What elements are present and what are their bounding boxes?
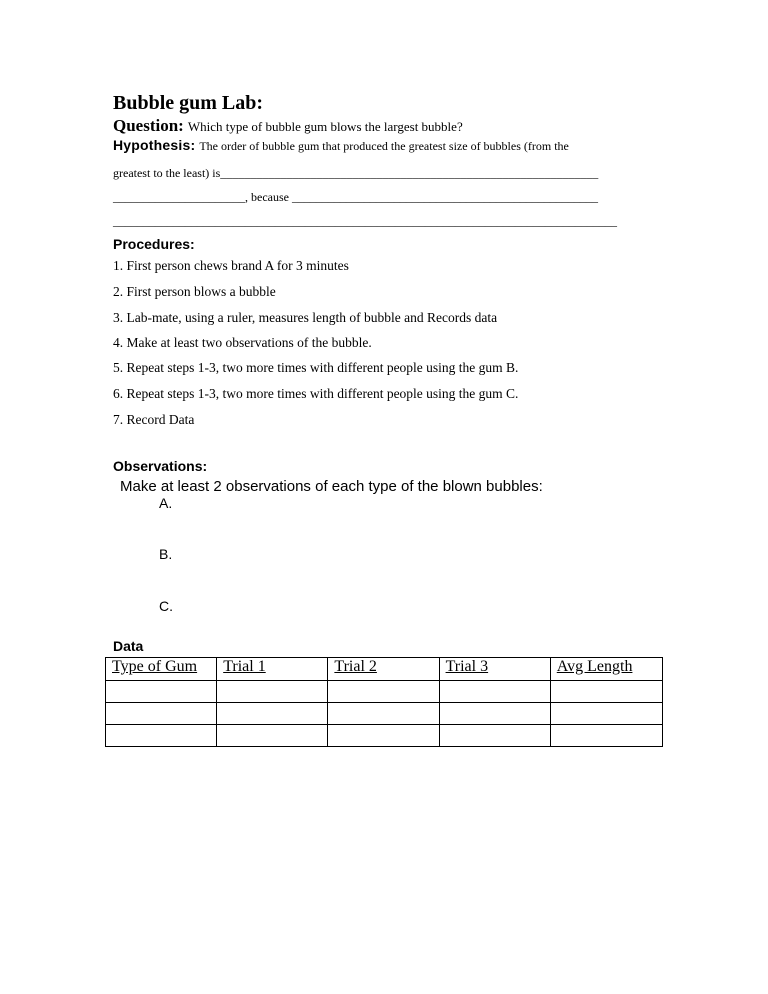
hypothesis-blank-line-3: ____________________________________________________________________________________ (113, 214, 617, 228)
table-cell[interactable] (106, 681, 217, 703)
observations-instruction: Make at least 2 observations of each type of the blown bubbles: (120, 478, 543, 495)
question-label: Question: (113, 116, 184, 135)
procedure-step: 3. Lab-mate, using a ruler, measures length of bubble and Records data (113, 310, 498, 325)
question-row (113, 116, 463, 136)
table-cell[interactable] (106, 703, 217, 725)
procedure-step: 5. Repeat steps 1-3, two more times with different people using the gum B. (113, 360, 519, 375)
column-header-type-of-gum: Type of Gum (106, 658, 217, 681)
table-cell[interactable] (550, 725, 662, 747)
column-header-avg-length: Avg Length (550, 658, 662, 681)
table-row (106, 681, 663, 703)
procedure-step: 6. Repeat steps 1-3, two more times with different people using the gum C. (113, 386, 519, 401)
procedure-step: 2. First person blows a bubble (113, 284, 276, 299)
observation-item-a: A. (159, 495, 173, 511)
question-text: Which type of bubble gum blows the largest bubble? (187, 119, 463, 134)
data-heading: Data (113, 638, 144, 654)
table-cell[interactable] (328, 703, 439, 725)
table-cell[interactable] (439, 725, 550, 747)
hypothesis-text: The order of bubble gum that produced the greatest size of bubbles (from the (199, 139, 569, 153)
table-cell[interactable] (550, 703, 662, 725)
table-cell[interactable] (106, 725, 217, 747)
hypothesis-label: Hypothesis: (113, 137, 196, 153)
table-cell[interactable] (439, 681, 550, 703)
data-table (105, 657, 663, 747)
table-cell[interactable] (328, 725, 439, 747)
table-row (106, 725, 663, 747)
procedure-step: 4. Make at least two observations of the bubble. (113, 335, 372, 350)
page-title: Bubble gum Lab: (113, 92, 264, 114)
table-cell[interactable] (217, 725, 328, 747)
table-cell[interactable] (439, 703, 550, 725)
column-header-trial-3: Trial 3 (439, 658, 550, 681)
table-row (106, 703, 663, 725)
procedure-step: 7. Record Data (113, 412, 195, 427)
procedures-heading: Procedures: (113, 236, 195, 252)
column-header-trial-2: Trial 2 (328, 658, 439, 681)
observation-item-c: C. (159, 598, 173, 614)
table-cell[interactable] (550, 681, 662, 703)
table-header-row (106, 658, 663, 681)
observations-heading: Observations: (113, 458, 208, 474)
observation-item-b: B. (159, 546, 173, 562)
table-cell[interactable] (328, 681, 439, 703)
table-cell[interactable] (217, 681, 328, 703)
column-header-trial-1: Trial 1 (217, 658, 328, 681)
hypothesis-blank-line-1: greatest to the least) is_______________________________________________________________ (113, 166, 599, 180)
table-cell[interactable] (217, 703, 328, 725)
hypothesis-row (113, 137, 569, 155)
procedure-step: 1. First person chews brand A for 3 minutes (113, 258, 349, 273)
hypothesis-blank-line-2: ______________________, because ___________________________________________________ (113, 190, 598, 204)
